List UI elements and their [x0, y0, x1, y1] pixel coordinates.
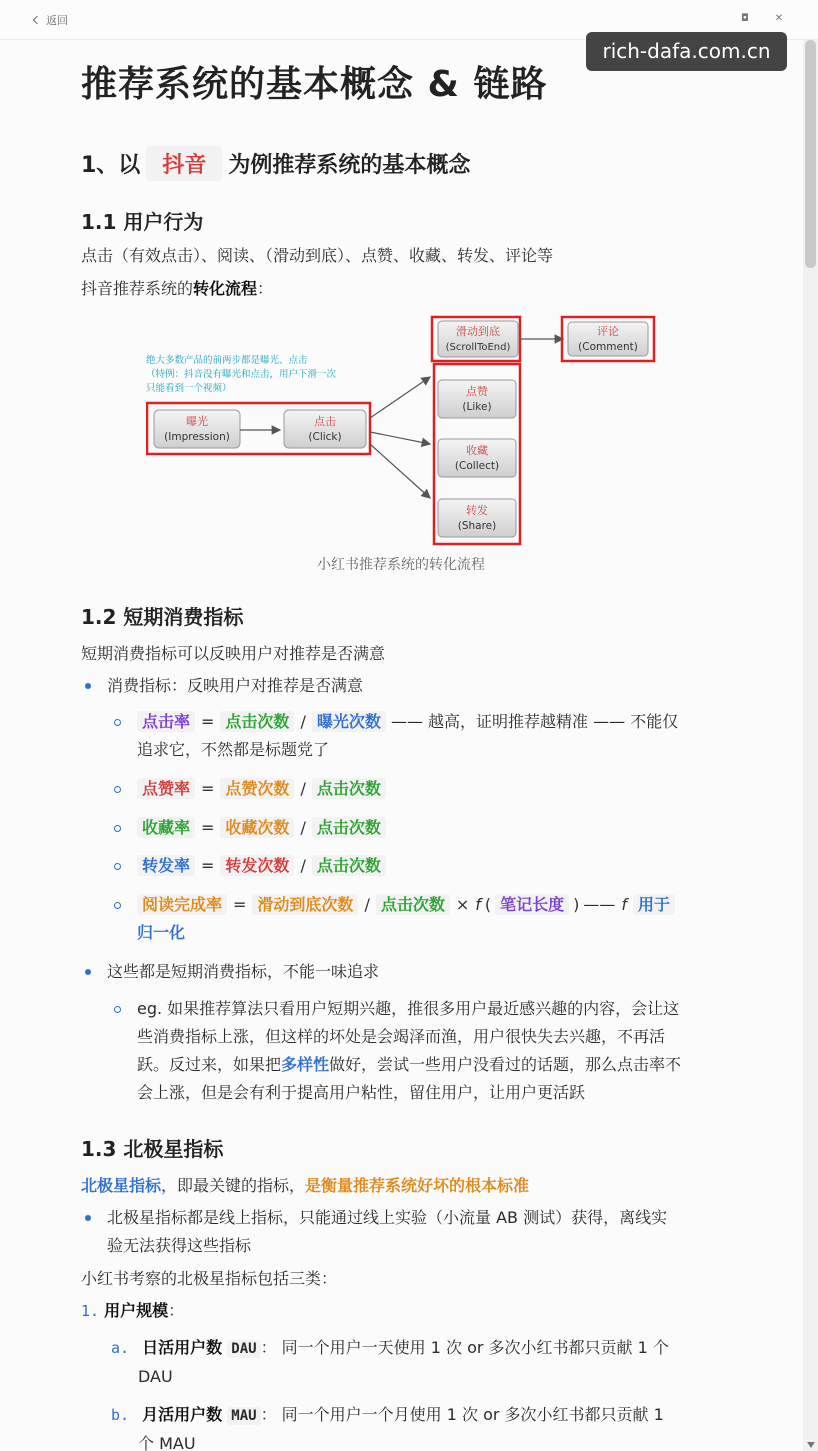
example-line-3-prefix: 跃。反过来，如果把 — [137, 1055, 282, 1074]
conversion-flow-line — [81, 275, 273, 303]
mau-desc: ： 同一个用户一个月使用 1 次 or 多次小红书都只贡献 1 — [260, 1405, 664, 1424]
dau-desc: ： 同一个用户一天使用 1 次 or 多次小红书都只贡献 1 个 — [260, 1338, 669, 1357]
metric-ctr-note-2: 追求它，不然都是标题党了 — [137, 740, 330, 759]
chevron-left-icon — [33, 16, 41, 24]
arrow-click-like — [370, 377, 430, 418]
note-length: 笔记长度 — [495, 894, 569, 915]
node-scroll-en: (ScrollToEnd) — [445, 342, 511, 353]
dau-code: DAU — [227, 1340, 260, 1358]
mau-code: MAU — [227, 1407, 260, 1425]
section-1-1-heading: 1.1 用户行为 — [81, 210, 204, 234]
conversion-flow-diagram — [146, 314, 658, 548]
close-icon[interactable]: ✕ — [774, 13, 784, 24]
metric-read-denominator: 点击次数 — [376, 894, 450, 915]
diagram-note-3: 只能看到一个视频） — [146, 383, 232, 394]
north-star-intro — [81, 1172, 529, 1200]
metric-collect-name: 收藏率 — [137, 817, 195, 838]
bullet-ring — [114, 825, 121, 832]
normalize-label-2: 归一化 — [137, 923, 186, 942]
node-click-cn: 点击 — [314, 415, 336, 428]
arrow-click-collect — [370, 432, 430, 444]
times: × — [455, 895, 470, 914]
equals: = — [201, 818, 215, 837]
short-term-warning: 这些都是短期消费指标，不能一味追求 — [107, 962, 380, 981]
arrow-click-share — [370, 444, 430, 498]
node-like-en: (Like) — [462, 401, 492, 413]
north-star-bullet — [107, 1204, 737, 1260]
section-1-2-heading: 1.2 短期消费指标 — [81, 605, 244, 629]
dau-item — [111, 1334, 741, 1391]
metric-share-rate — [137, 852, 386, 880]
section-1-highlight: 抖音 — [146, 146, 222, 181]
north-star-standard: 是衡量推荐系统好坏的根本标准 — [305, 1176, 530, 1195]
node-impression-cn: 曝光 — [186, 415, 208, 428]
func-f-2: f — [621, 895, 628, 914]
dau-label: 日活用户数 — [142, 1338, 223, 1357]
metric-share-denominator: 点击次数 — [312, 855, 386, 876]
metric-ctr-denominator: 曝光次数 — [312, 711, 386, 732]
metric-ctr-note: —— 越高，证明推荐越精准 —— 不能仅 — [390, 712, 679, 731]
equals: = — [233, 895, 247, 914]
metric-ctr — [137, 708, 737, 764]
bullet-dot — [85, 1215, 91, 1221]
window-icon[interactable]: ◘ — [741, 13, 749, 24]
paren-right: ) — [573, 895, 580, 914]
section-1-suffix: 为例推荐系统的基本概念 — [228, 153, 471, 178]
north-star-bullet-line-2: 验无法获得这些指标 — [107, 1236, 252, 1255]
dau-item-letter: a. — [111, 1339, 130, 1357]
conversion-suffix: ： — [257, 279, 274, 298]
north-star-mid: ，即最关键的指标， — [161, 1176, 306, 1195]
conversion-prefix: 抖音推荐系统的 — [81, 279, 194, 298]
section-1-prefix: 1、以 — [81, 153, 141, 178]
metric-ctr-name: 点击率 — [137, 711, 195, 732]
back-button[interactable] — [34, 12, 68, 28]
bullet-ring — [114, 786, 121, 793]
node-share-cn: 转发 — [466, 504, 488, 517]
page-title: 推荐系统的基本概念 & 链路 — [81, 64, 548, 105]
metric-read-name: 阅读完成率 — [137, 894, 227, 915]
north-star-bullet-line-1: 北极星指标都是线上指标，只能通过线上实验（小流量 AB 测试）获得，离线实 — [107, 1208, 668, 1227]
example-line-2: 些消费指标上涨，但这样的坏处是会竭泽而渔，用户很快失去兴趣，不再活 — [137, 1027, 666, 1046]
north-star-categories: 小红书考察的北极星指标包括三类： — [81, 1269, 338, 1288]
node-impression-en: (Impression) — [164, 431, 230, 443]
bullet-dot — [85, 969, 91, 975]
example-paragraph — [137, 995, 737, 1107]
colon: ： — [168, 1301, 185, 1320]
metric-share-name: 转发率 — [137, 855, 195, 876]
user-scale-label: 用户规模 — [104, 1301, 169, 1320]
mau-desc-2: 个 MAU — [138, 1434, 196, 1451]
metric-collect-rate — [137, 814, 386, 842]
diagram-note-2: （特例：抖音没有曝光和点击，用户下滑一次 — [146, 369, 337, 380]
node-comment-cn: 评论 — [597, 325, 619, 338]
node-like-cn: 点赞 — [466, 385, 488, 398]
metric-share-numerator: 转发次数 — [220, 855, 294, 876]
bullet-ring — [114, 719, 121, 726]
metric-ctr-numerator: 点击次数 — [220, 711, 294, 732]
watermark: rich-dafa.com.cn — [586, 32, 787, 71]
metric-like-numerator: 点赞次数 — [220, 778, 294, 799]
equals: = — [201, 779, 215, 798]
metric-collect-numerator: 收藏次数 — [220, 817, 294, 838]
diversity-keyword: 多样性 — [281, 1055, 330, 1074]
divide: / — [300, 712, 306, 731]
mau-item — [111, 1401, 741, 1451]
metric-like-denominator: 点击次数 — [312, 778, 386, 799]
bullet-dot — [85, 683, 91, 689]
scroll-down-arrow-icon[interactable] — [807, 1442, 815, 1448]
node-collect-cn: 收藏 — [466, 444, 488, 457]
diagram-caption: 小红书推荐系统的转化流程 — [317, 557, 485, 573]
diagram-note-1: 绝大多数产品的前两步都是曝光、点击 — [146, 355, 308, 366]
bullet-ring — [114, 1006, 121, 1013]
mau-label: 月活用户数 — [142, 1405, 223, 1424]
bullet-ring — [114, 863, 121, 870]
divide: / — [300, 779, 306, 798]
node-click-en: (Click) — [308, 431, 342, 443]
example-line-3-suffix: 做好，尝试一些用户没看过的话题，那么点击率不 — [329, 1055, 682, 1074]
metric-collect-denominator: 点击次数 — [312, 817, 386, 838]
north-star-term: 北极星指标 — [81, 1176, 162, 1195]
node-comment-en: (Comment) — [578, 341, 638, 353]
func-f: f — [475, 895, 481, 914]
short-term-intro: 短期消费指标可以反映用户对推荐是否满意 — [81, 644, 386, 663]
ordered-item-1 — [81, 1297, 184, 1325]
bullet-ring — [114, 902, 121, 909]
ordered-item-1-number: 1. — [81, 1302, 100, 1320]
normalize-label: 用于 — [633, 894, 675, 915]
example-line-1: eg. 如果推荐算法只看用户短期兴趣，推很多用户最近感兴趣的内容，会让这 — [137, 999, 680, 1018]
section-1-heading — [81, 146, 470, 181]
example-line-4: 会上涨，但是会有利于提高用户粘性，留住用户，让用户更活跃 — [137, 1083, 586, 1102]
conversion-bold: 转化流程 — [193, 279, 258, 298]
dau-desc-2: DAU — [138, 1367, 173, 1386]
node-collect-en: (Collect) — [454, 460, 500, 472]
scrollbar-thumb[interactable] — [805, 40, 816, 268]
paren-left: ( — [484, 895, 492, 914]
metric-read-numerator: 滑动到底次数 — [252, 894, 358, 915]
mau-item-letter: b. — [111, 1406, 130, 1424]
user-actions-text: 点击（有效点击）、阅读、（滑动到底）、点赞、收藏、转发、评论等 — [81, 246, 554, 265]
back-label: 返回 — [46, 14, 68, 27]
equals: = — [201, 856, 215, 875]
section-1-3-heading: 1.3 北极星指标 — [81, 1137, 224, 1161]
divide: / — [300, 856, 306, 875]
divide: / — [364, 895, 370, 914]
node-scroll-cn: 滑动到底 — [456, 325, 500, 338]
divide: / — [300, 818, 306, 837]
metric-like-rate — [137, 775, 386, 803]
node-share-en: (Share) — [457, 520, 497, 532]
equals: = — [201, 712, 215, 731]
consumption-bullet: 消费指标：反映用户对推荐是否满意 — [107, 676, 364, 695]
metric-like-name: 点赞率 — [137, 778, 195, 799]
dash: —— — [583, 895, 616, 914]
metric-read-completion — [137, 891, 737, 947]
